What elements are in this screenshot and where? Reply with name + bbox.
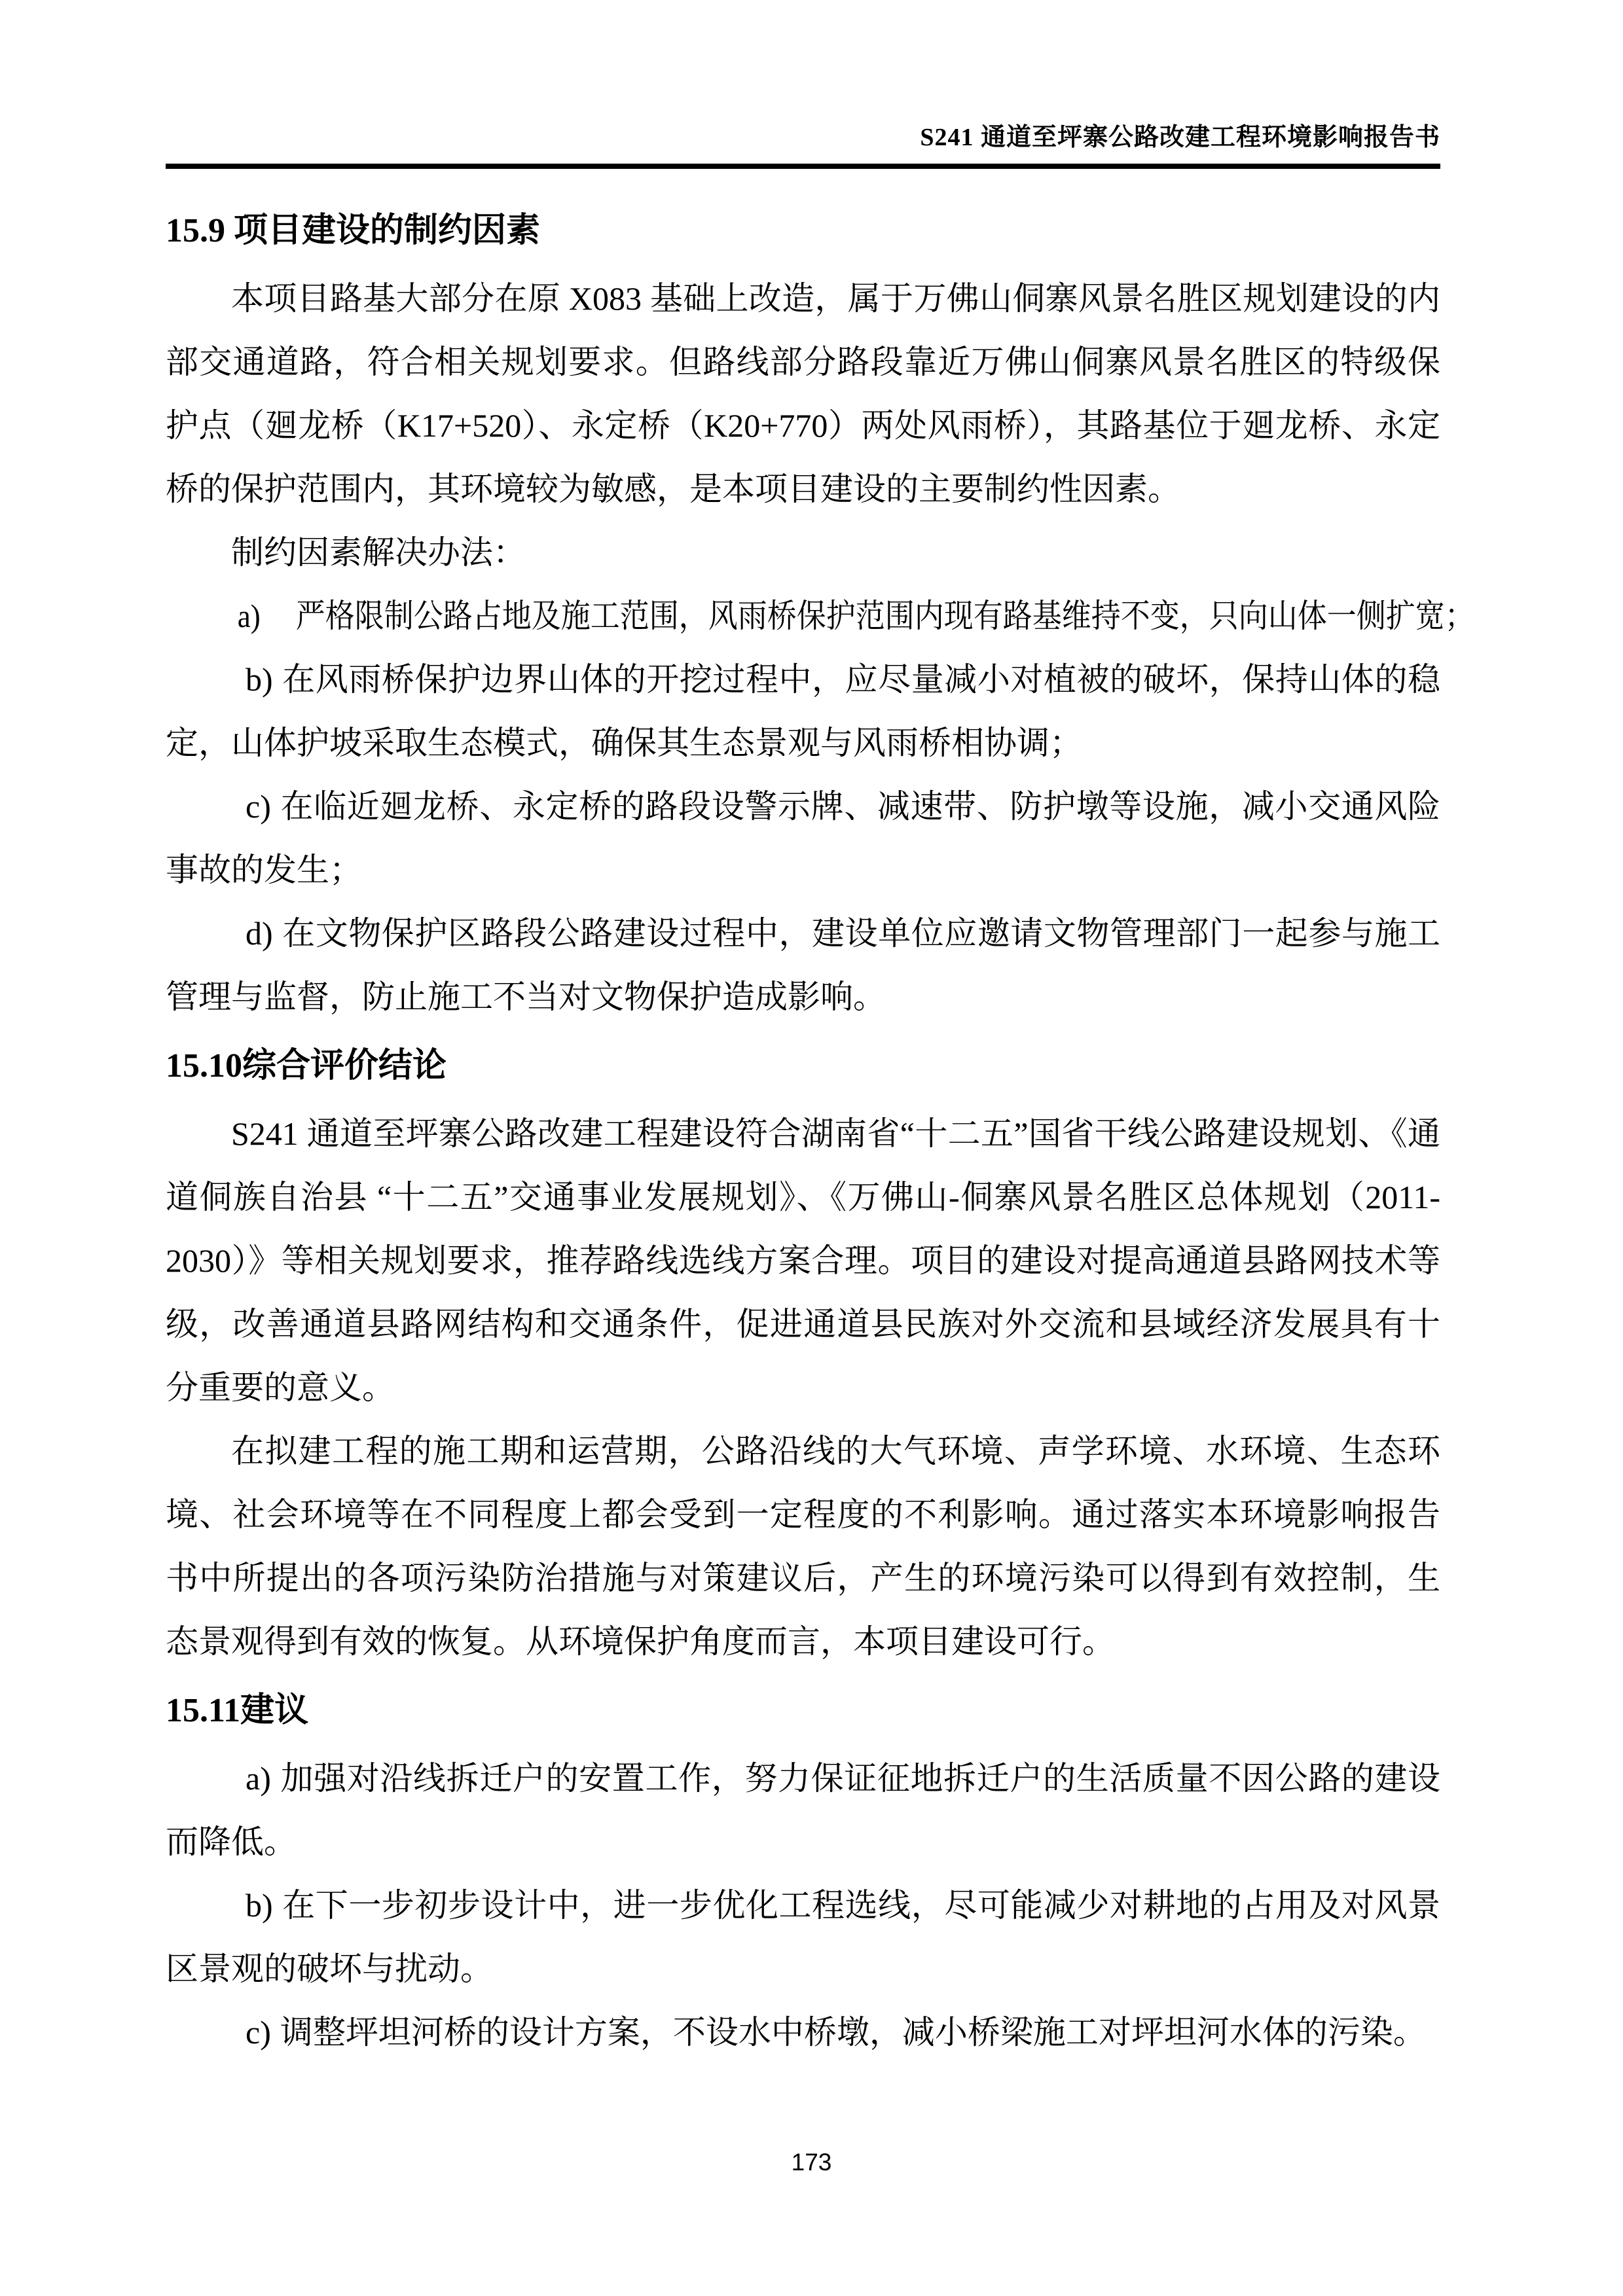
suggestion-item-c [166, 2001, 1440, 2064]
paragraph-constraints-intro: 本项目路基大部分在原 X083 基础上改造，属于万佛山侗寨风景名胜区规划建设的内部交通道路，符合相关规划要求。但路线部分路段靠近万佛山侗寨风景名胜区的特级保护点（廻龙桥（K17+520）、永定桥（K20+770）两处风雨桥），其路基位于廻龙桥、永定桥的保护范围内，其环境较为敏感，是本项目建设的主要制约性因素。 [166, 280, 1440, 507]
list-item-label: a) [246, 1760, 271, 1797]
list-item-text: 在文物保护区路段公路建设过程中，建设单位应邀请文物管理部门一起参与施工管理与监督，防止施工不当对文物保护造成影响。 [166, 915, 1440, 1015]
list-item-label: b) [246, 1887, 273, 1924]
list-item-label: b) [246, 661, 273, 698]
paragraph-conclusion-2: 在拟建工程的施工期和运营期，公路沿线的大气环境、声学环境、水环境、生态环境、社会环境等在不同程度上都会受到一定程度的不利影响。通过落实本环境影响报告书中所提出的各项污染防治措施与对策建议后，产生的环境污染可以得到有效控制，生态景观得到有效的恢复。从环境保护角度而言，本项目建设可行。 [166, 1433, 1440, 1660]
paragraph-solutions-label: 制约因素解决办法： [231, 534, 526, 571]
section-heading-15-11: 15.11建议 [166, 1692, 309, 1729]
list-item-label: c) [246, 788, 271, 825]
page-number: 173 [791, 2149, 832, 2176]
list-item-a [166, 584, 1474, 648]
list-item-text: 加强对沿线拆迁户的安置工作，努力保证征地拆迁户的生活质量不因公路的建设而降低。 [166, 1760, 1440, 1860]
paragraph-conclusion-1: S241 通道至坪寨公路改建工程建设符合湖南省“十二五”国省干线公路建设规划、《通道侗族自治县 “十二五”交通事业发展规划》、《万佛山-侗寨风景名胜区总体规划（2011-2030）》等相关规划要求，推荐路线选线方案合理。项目的建设对提高通道县路网技术等级，改善通道县路网结构和交通条件，促进通道县民族对外交流和县域经济发展具有十分重要的意义。 [166, 1115, 1440, 1406]
suggestion-item-b [166, 1874, 1440, 2001]
document-page [166, 0, 1474, 2064]
header-rule [166, 164, 1440, 169]
list-item-label: c) [246, 2014, 271, 2051]
list-item-text: 在风雨桥保护边界山体的开挖过程中，应尽量减小对植被的破坏，保持山体的稳定，山体护坡采取生态模式，确保其生态景观与风雨桥相协调； [166, 661, 1440, 761]
list-item-text: 在临近廻龙桥、永定桥的路段设警示牌、减速带、防护墩等设施，减小交通风险事故的发生； [166, 788, 1440, 888]
suggestion-item-a [166, 1747, 1440, 1874]
list-item-text: 在下一步初步设计中，进一步优化工程选线，尽可能减少对耕地的占用及对风景区景观的破坏与扰动。 [166, 1887, 1440, 1987]
list-item-label: d) [246, 915, 273, 952]
list-item-b [166, 648, 1440, 775]
list-item-d [166, 902, 1440, 1029]
section-heading-15-9: 15.9 项目建设的制约因素 [166, 212, 541, 249]
list-item-text: 调整坪坦河桥的设计方案，不设水中桥墩，减小桥梁施工对坪坦河水体的污染。 [280, 2014, 1426, 2051]
running-header: S241 通道至坪寨公路改建工程环境影响报告书 [920, 124, 1440, 151]
list-item-c [166, 775, 1440, 902]
list-item-text: 严格限制公路占地及施工范围，风雨桥保护范围内现有路基维持不变，只向山体一侧扩宽； [295, 598, 1474, 634]
list-item-label: a) [237, 598, 261, 634]
section-heading-15-10: 15.10综合评价结论 [166, 1047, 447, 1085]
